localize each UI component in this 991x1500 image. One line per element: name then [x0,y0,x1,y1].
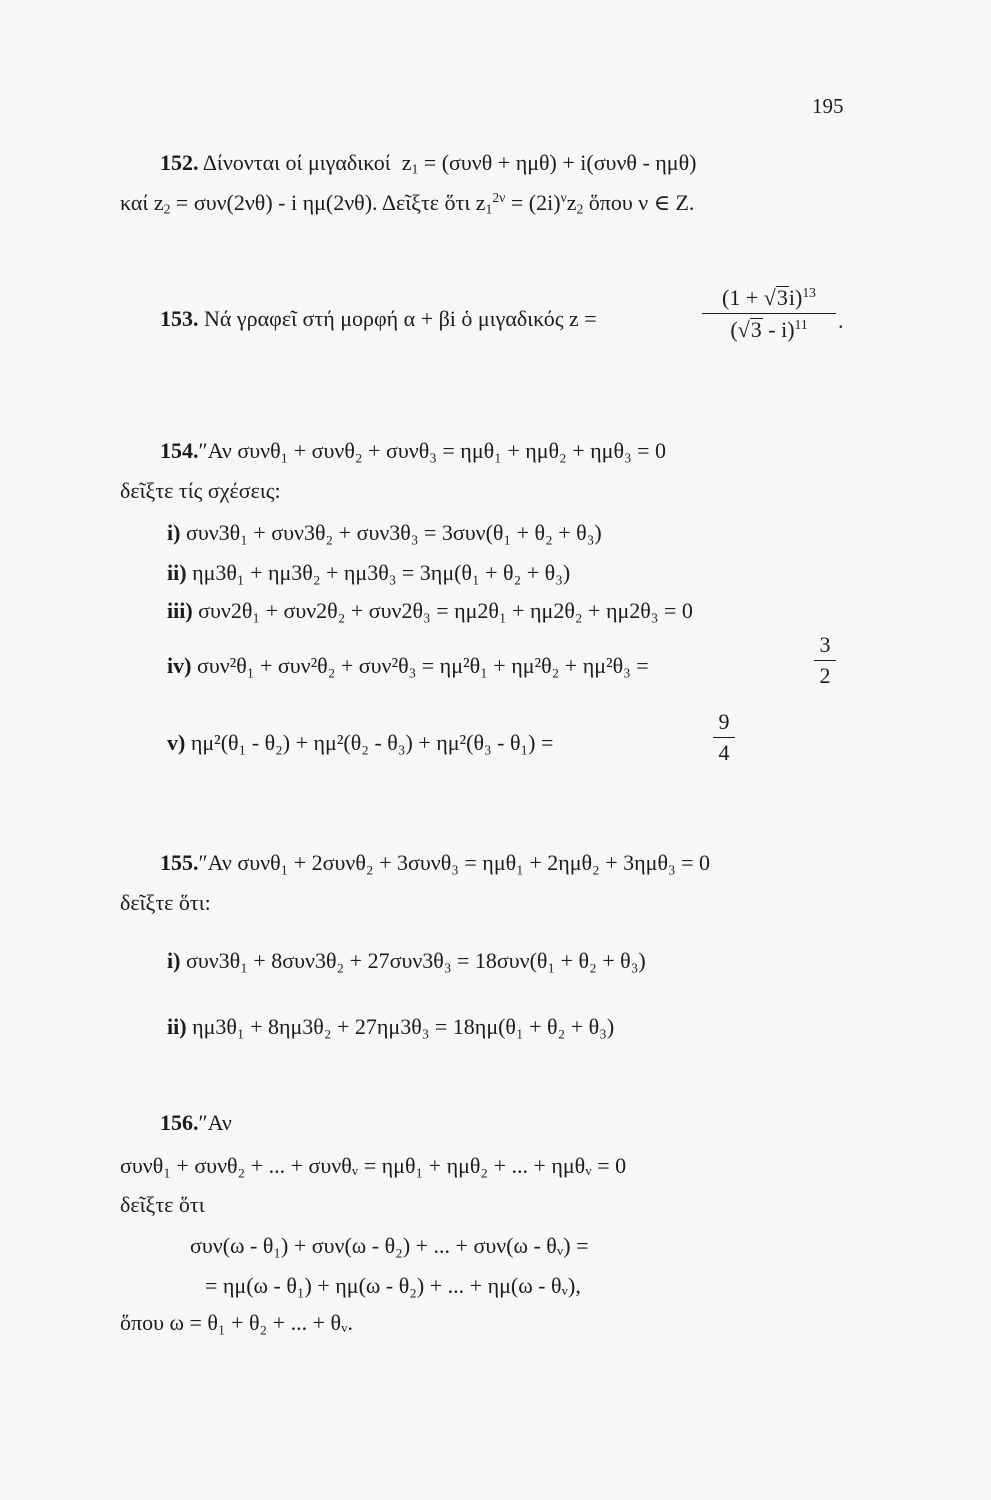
text: Δίνονται οί μιγαδικοί [198,150,391,175]
problem-154-item-iv [167,655,649,677]
problem-153-fraction [702,286,836,341]
item-label: ii) [167,1014,187,1039]
text: ημ3θ₁ + ημ3θ₂ + ημ3θ₃ = 3ημ(θ₁ + θ₂ + θ₃) [186,560,571,585]
denominator: (√3 - i)$^{11}$ [730,316,808,342]
problem-155-hypothesis [160,852,710,874]
problem-152-line-2: καί $z_2 = \sigma\upsilon\nu(2\nu\theta) - i$ ημ(2νθ). Δεῖξτε ὅτι $z_1^{2\nu} = (2i)^\nu z_2$ ὅπου ν ∈ Z. [120,189,695,217]
problem-number: 156. [160,1110,199,1135]
text: ″Αν συνθ₁ + συνθ₂ + συνθ₃ = ημθ₁ + ημθ₂ + ημθ₃ = 0 [198,438,667,463]
text: ″Αν συνθ₁ + 2συνθ₂ + 3συνθ₃ = ημθ₁ + 2ημθ₂ + 3ημθ₃ = 0 [198,850,711,875]
text: συν3θ₁ + συν3θ₂ + συν3θ₃ = 3συν(θ₁ + θ₂ + θ₃) [180,520,602,545]
denominator: 2 [819,663,831,688]
text: συν2θ₁ + συν2θ₂ + συν2θ₃ = ημ2θ₁ + ημ2θ₂ + ημ2θ₃ = 0 [192,598,693,623]
numerator: 3 [819,632,831,657]
z2: z [153,190,164,215]
text: συν²θ₁ + συν²θ₂ + συν²θ₃ = ημ²θ₁ + ημ²θ₂ + ημ²θ₃ = [191,653,649,678]
text: ″Αν [198,1110,232,1135]
problem-155-item-i [167,950,646,972]
fraction-bar [713,737,735,738]
problem-number: 154. [160,438,199,463]
text: ὅπου ν ∈ Z. [583,190,695,215]
problem-156-hypothesis: συνθ₁ + συνθ₂ + ... + συνθᵥ = ημθ₁ + ημθ₂ + ... + ημθᵥ = 0 [120,1153,627,1178]
item-label: i) [167,520,181,545]
fraction-bar [814,660,836,661]
z2: z [566,190,577,215]
problem-154-item-ii [167,562,570,584]
problem-154-intro: δεῖξτε τίς σχέσεις: [120,478,281,503]
denominator: 4 [718,740,730,765]
item-label: ii) [167,560,187,585]
problem-155-intro: δεῖξτε ὅτι: [120,890,211,915]
z1: z [401,150,412,175]
numerator: 9 [718,709,730,734]
item-label: iii) [167,598,193,623]
item-label: i) [167,948,181,973]
problem-156-intro: δεῖξτε ὅτι [120,1192,205,1217]
problem-number: 155. [160,850,199,875]
numerator: $(1 + √3i)^{13}$ [722,284,816,310]
item-label: iv) [167,653,192,678]
fraction-9-4 [713,711,735,764]
problem-156-equation-1: συν(ω - θ₁) + συν(ω - θ₂) + ... + συν(ω - θᵥ) = [190,1233,589,1258]
exponent: 2ν [492,189,506,205]
problem-number: 153. [160,306,199,331]
problem-156-heading [160,1112,232,1134]
problem-152-line-1: 152. Δίνονται οί μιγαδικοί $z_1 = (\sigma\upsilon\nu\theta + \eta\mu\theta) + i(\sigma\upsilon\nu\theta - \eta\mu\theta)$ [160,150,697,177]
problem-154-hypothesis [160,440,666,462]
problem-154-item-iii [167,600,693,622]
problem-153 [160,308,597,330]
period: . [838,308,844,333]
problem-156-equation-2: = ημ(ω - θ₁) + ημ(ω - θ₂) + ... + ημ(ω - θᵥ), [205,1273,581,1298]
exponent: ν [560,189,567,205]
text: ημ3θ₁ + 8ημ3θ₂ + 27ημ3θ₃ = 18ημ(θ₁ + θ₂ + θ₃) [186,1014,615,1039]
problem-154-item-i [167,522,602,544]
problem-number: 152. [160,150,199,175]
z1-definition: = (συνθ + ημθ) + i(συνθ - ημθ) [418,150,697,175]
fraction-3-2 [814,634,836,687]
problem-156-where: ὅπου ω = θ₁ + θ₂ + ... + θᵥ. [120,1310,354,1335]
text: Νά γραφεῖ στή μορφή α + βi ὁ μιγαδικός z = [198,306,597,331]
fraction-bar [702,313,836,314]
text: συν3θ₁ + 8συν3θ₂ + 27συν3θ₃ = 18συν(θ₁ + θ₂ + θ₃) [180,948,646,973]
problem-155-item-ii [167,1016,614,1038]
problem-154-item-v [167,732,553,754]
item-label: v) [167,730,186,755]
text: ημ²(θ₁ - θ₂) + ημ²(θ₂ - θ₃) + ημ²(θ₃ - θ₁) = [185,730,554,755]
rhs: = (2i) [505,190,561,215]
text: καί [120,190,154,215]
page-number: 195 [812,94,844,118]
z2-definition: = συν(2νθ) - i ημ(2νθ). Δεῖξτε ὅτι z [170,190,486,215]
